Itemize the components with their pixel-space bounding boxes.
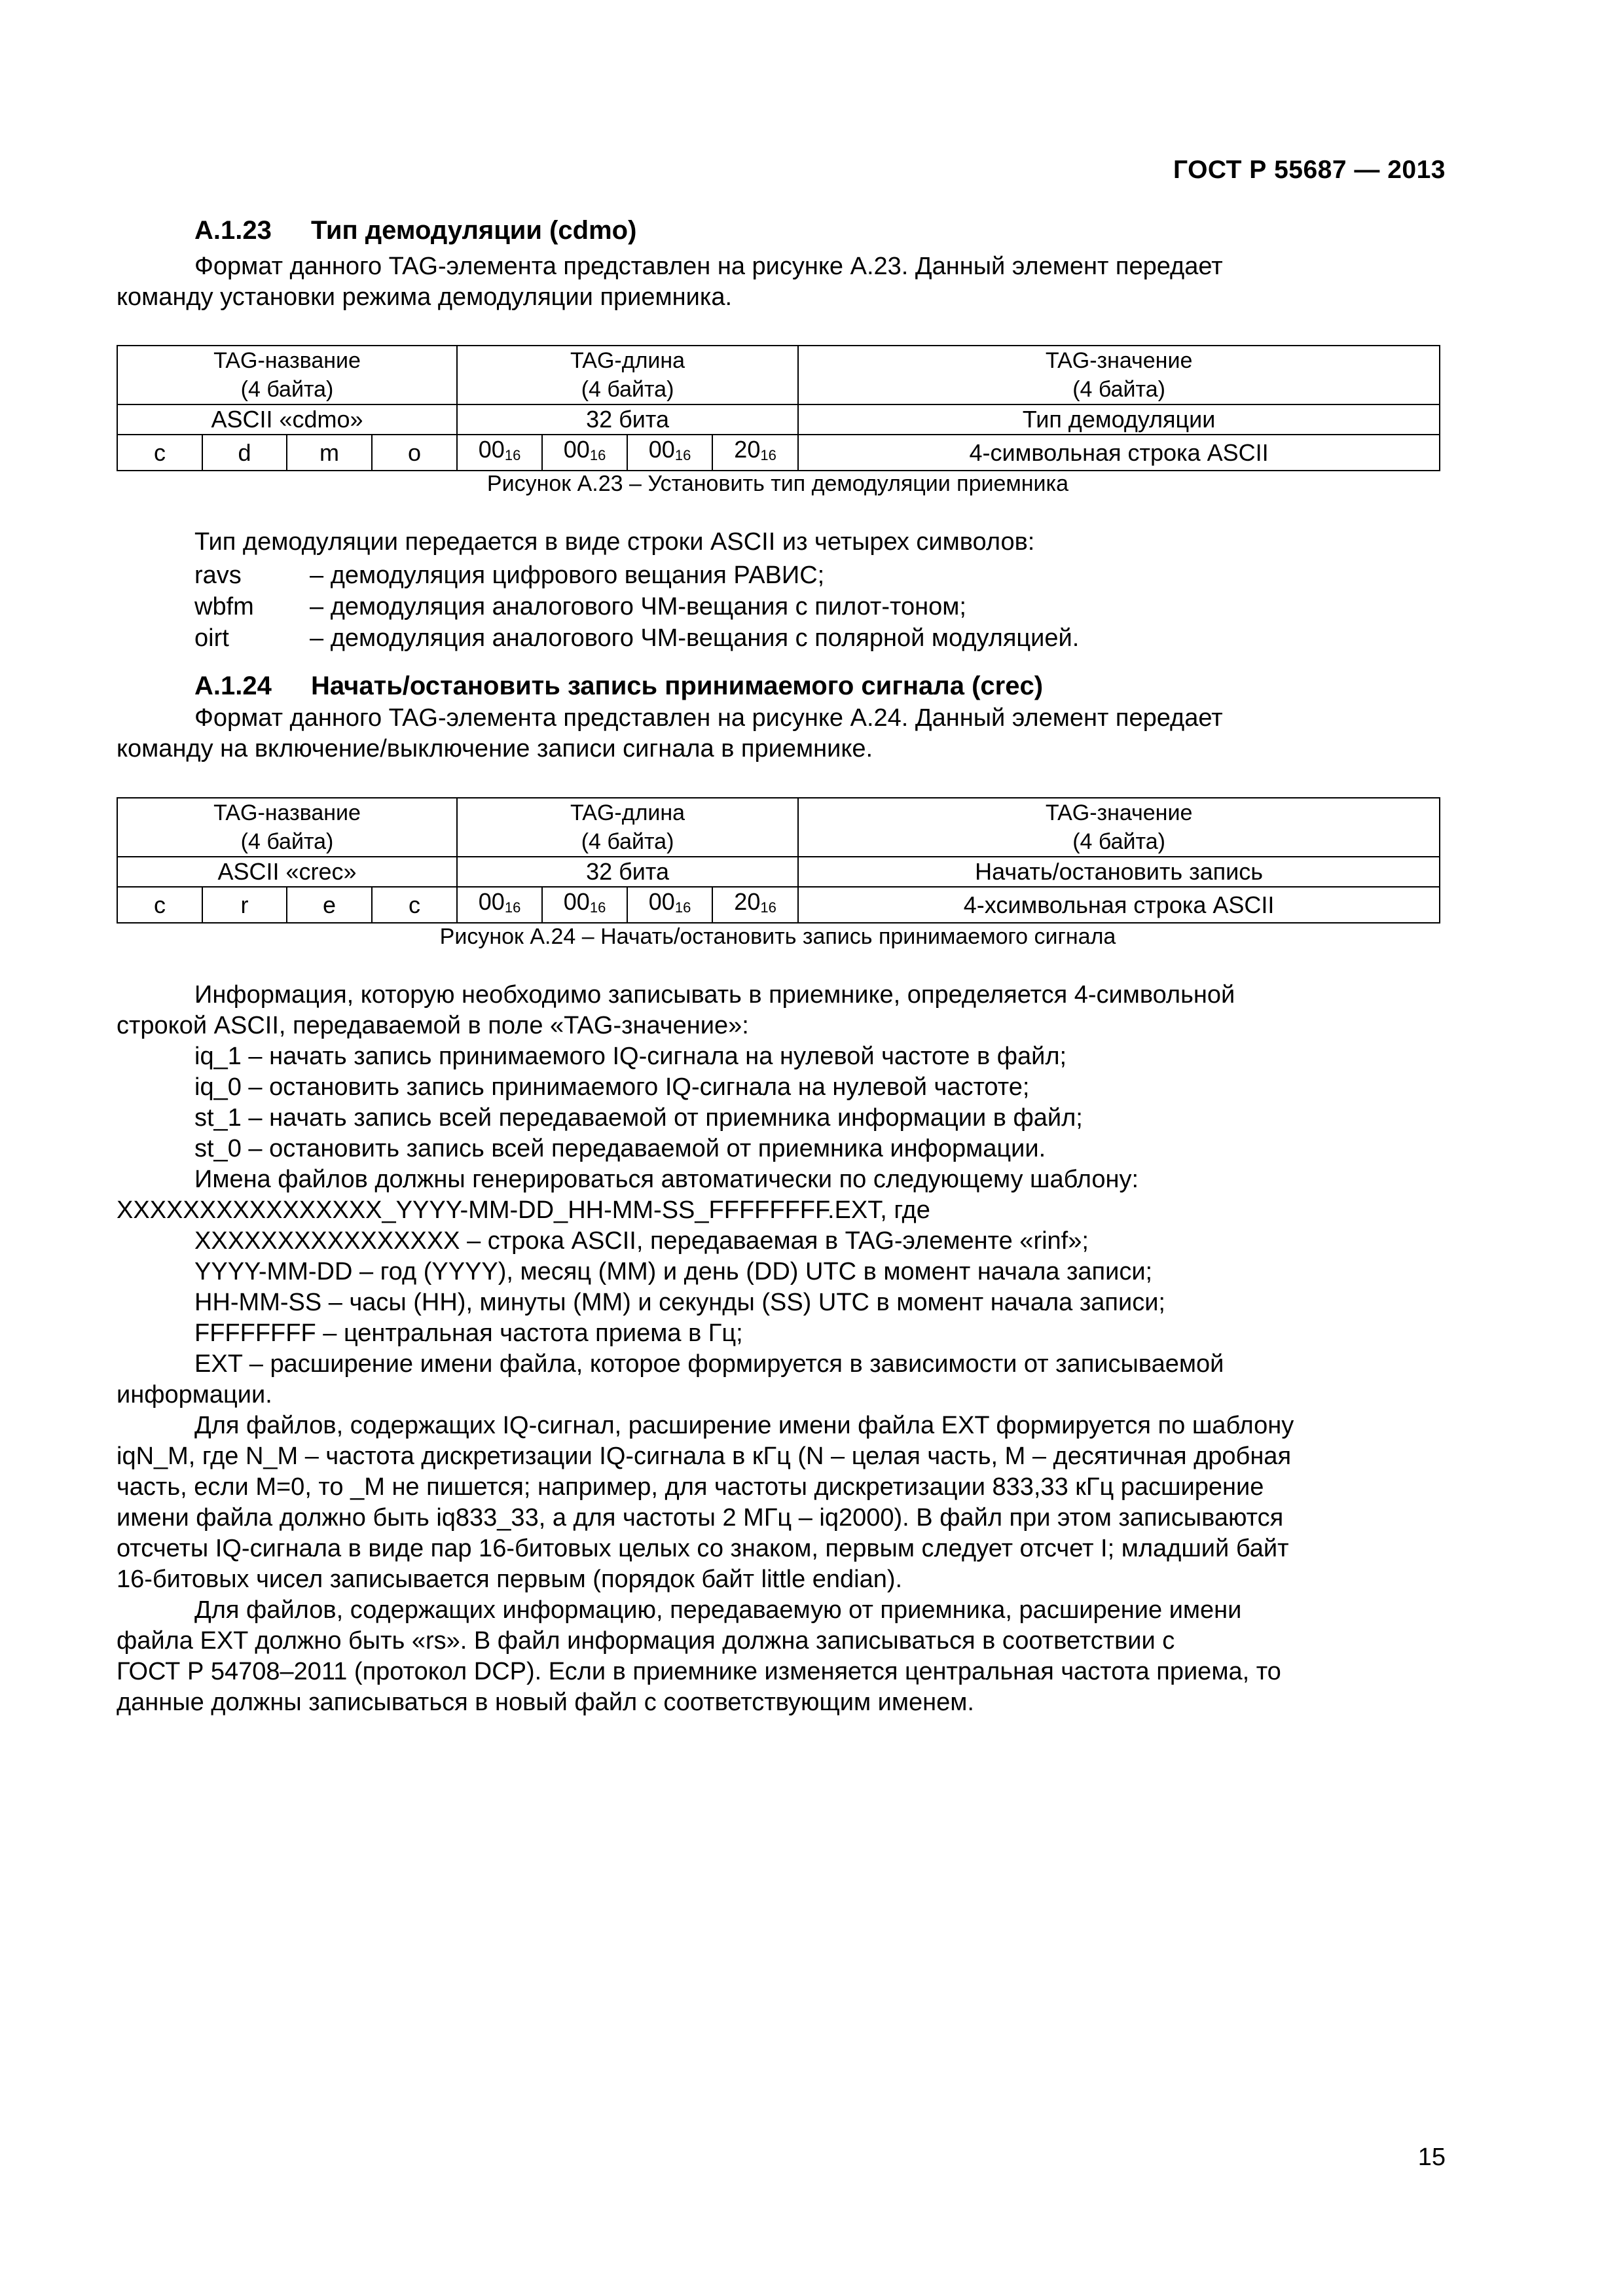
byte-cell: $20_{16}$ bbox=[712, 887, 798, 923]
paragraph-line: информации. bbox=[117, 1381, 272, 1408]
char-cell: c bbox=[372, 887, 457, 923]
definition-text: – демодуляция аналогового ЧМ-вещания с пилот-тоном; bbox=[310, 593, 966, 620]
char-cell: r bbox=[202, 887, 287, 923]
template-definition: YYYY-MM-DD – год (YYYY), месяц (MM) и день (DD) UTC в момент начала записи; bbox=[194, 1258, 1153, 1285]
paragraph-line: файла EXT должно быть «rs». В файл информация должна записываться в соответствии с bbox=[117, 1627, 1175, 1655]
section-title: Тип демодуляции (cdmo) bbox=[311, 216, 637, 245]
section-title: Начать/остановить запись принимаемого сигнала (crec) bbox=[311, 672, 1044, 700]
template-definition: XXXXXXXXXXXXXXXX – строка ASCII, передаваемая в TAG-элементе «rinf»; bbox=[194, 1227, 1089, 1255]
tag-length-cell: 32 бита bbox=[457, 404, 798, 435]
section-intro-line: Формат данного TAG-элемента представлен на рисунке А.24. Данный элемент передает bbox=[194, 704, 1223, 732]
paragraph-line: ГОСТ Р 54708–2011 (протокол DCP). Если в приемнике изменяется центральная частота приема, то bbox=[117, 1658, 1281, 1685]
definition-term: ravs bbox=[194, 562, 242, 589]
byte-cell: $00_{16}$ bbox=[627, 435, 712, 471]
list-item: st_0 – остановить запись всей передаваемой от приемника информации. bbox=[194, 1135, 1046, 1162]
section-intro-line: Формат данного TAG-элемента представлен на рисунке А.23. Данный элемент передает bbox=[194, 253, 1223, 280]
tag-name-cell: ASCII «cdmo» bbox=[117, 404, 457, 435]
byte-cell: $00_{16}$ bbox=[457, 887, 542, 923]
paragraph-line: строкой ASCII, передаваемой в поле «TAG-значение»: bbox=[117, 1012, 749, 1039]
char-cell: c bbox=[117, 887, 202, 923]
template-definition: FFFFFFFF – центральная частота приема в Гц; bbox=[194, 1319, 743, 1347]
header-tag-length: TAG-длина (4 байта) bbox=[457, 798, 798, 857]
section-number: А.1.24 bbox=[194, 672, 272, 700]
char-cell: d bbox=[202, 435, 287, 471]
definition-term: oirt bbox=[194, 624, 229, 652]
header-tag-value: TAG-значение (4 байта) bbox=[798, 346, 1440, 404]
tag-value-cell: Тип демодуляции bbox=[798, 404, 1440, 435]
paragraph-line: имени файла должно быть iq833_33, а для частоты 2 МГц – iq2000). В файл при этом записываются bbox=[117, 1504, 1284, 1532]
figure-caption-a24: Рисунок А.24 – Начать/остановить запись принимаемого сигнала bbox=[439, 924, 1116, 949]
paragraph-line: данные должны записываться в новый файл с соответствующим именем. bbox=[117, 1689, 974, 1716]
section-heading-a124 bbox=[194, 672, 1043, 701]
tag-name-cell: ASCII «crec» bbox=[117, 857, 457, 887]
header-tag-name: TAG-название (4 байта) bbox=[117, 346, 457, 404]
char-cell: m bbox=[287, 435, 372, 471]
section-number: А.1.23 bbox=[194, 216, 272, 245]
tag-format-table-crec bbox=[117, 797, 1440, 924]
char-cell: e bbox=[287, 887, 372, 923]
section-intro-line: команду установки режима демодуляции приемника. bbox=[117, 283, 733, 311]
paragraph-line: отсчеты IQ-сигнала в виде пар 16-битовых целых со знаком, первым следует отсчет I; младший байт bbox=[117, 1535, 1289, 1562]
filename-template: XXXXXXXXXXXXXXXX_YYYY-MM-DD_HH-MM-SS_FFFFFFFF.EXT, где bbox=[117, 1196, 930, 1224]
list-item: iq_1 – начать запись принимаемого IQ-сигнала на нулевой частоте в файл; bbox=[194, 1043, 1067, 1070]
tag-length-cell: 32 бита bbox=[457, 857, 798, 887]
standard-designation: ГОСТ Р 55687 — 2013 bbox=[1173, 156, 1446, 184]
byte-cell: $00_{16}$ bbox=[627, 887, 712, 923]
list-item: st_1 – начать запись всей передаваемой от приемника информации в файл; bbox=[194, 1104, 1083, 1132]
paragraph-line: iqN_M, где N_M – частота дискретизации IQ-сигнала в кГц (N – целая часть, M – десятичная дробная bbox=[117, 1443, 1292, 1470]
paragraph-line: Имена файлов должны генерироваться автоматически по следующему шаблону: bbox=[194, 1166, 1139, 1193]
paragraph-line: часть, если M=0, то _M не пишется; например, для частоты дискретизации 833,33 кГц расширение bbox=[117, 1473, 1264, 1501]
byte-cell: $00_{16}$ bbox=[542, 435, 627, 471]
header-tag-name: TAG-название (4 байта) bbox=[117, 798, 457, 857]
list-item: iq_0 – остановить запись принимаемого IQ-сигнала на нулевой частоте; bbox=[194, 1073, 1030, 1101]
value-detail-cell: 4-хсимвольная строка ASCII bbox=[798, 887, 1440, 923]
char-cell: c bbox=[117, 435, 202, 471]
byte-cell: $00_{16}$ bbox=[542, 887, 627, 923]
tag-value-cell: Начать/остановить запись bbox=[798, 857, 1440, 887]
value-detail-cell: 4-символьная строка ASCII bbox=[798, 435, 1440, 471]
definition-term: wbfm bbox=[194, 593, 254, 620]
section-intro-line: команду на включение/выключение записи сигнала в приемнике. bbox=[117, 735, 873, 762]
header-tag-value: TAG-значение (4 байта) bbox=[798, 798, 1440, 857]
paragraph-line: 16-битовых чисел записывается первым (порядок байт little endian). bbox=[117, 1566, 903, 1593]
paragraph-line: EXT – расширение имени файла, которое формируется в зависимости от записываемой bbox=[194, 1350, 1224, 1378]
paragraph-line: Для файлов, содержащих IQ-сигнал, расширение имени файла EXT формируется по шаблону bbox=[194, 1412, 1294, 1439]
page-number: 15 bbox=[1417, 2144, 1446, 2171]
paragraph-line: Для файлов, содержащих информацию, передаваемую от приемника, расширение имени bbox=[194, 1596, 1242, 1624]
definition-text: – демодуляция цифрового вещания РАВИС; bbox=[310, 562, 825, 589]
template-definition: HH-MM-SS – часы (HH), минуты (MM) и секунды (SS) UTC в момент начала записи; bbox=[194, 1289, 1165, 1316]
header-tag-length: TAG-длина (4 байта) bbox=[457, 346, 798, 404]
byte-cell: $00_{16}$ bbox=[457, 435, 542, 471]
tag-format-table-cdmo bbox=[117, 345, 1440, 471]
paragraph-line: Информация, которую необходимо записывать в приемнике, определяется 4-символьной bbox=[194, 981, 1235, 1009]
char-cell: o bbox=[372, 435, 457, 471]
section-heading-a123 bbox=[194, 216, 636, 245]
list-intro: Тип демодуляции передается в виде строки ASCII из четырех символов: bbox=[194, 528, 1035, 556]
definition-text: – демодуляция аналогового ЧМ-вещания с полярной модуляцией. bbox=[310, 624, 1080, 652]
byte-cell: $20_{16}$ bbox=[712, 435, 798, 471]
figure-caption-a23: Рисунок А.23 – Установить тип демодуляции приемника bbox=[486, 471, 1069, 496]
